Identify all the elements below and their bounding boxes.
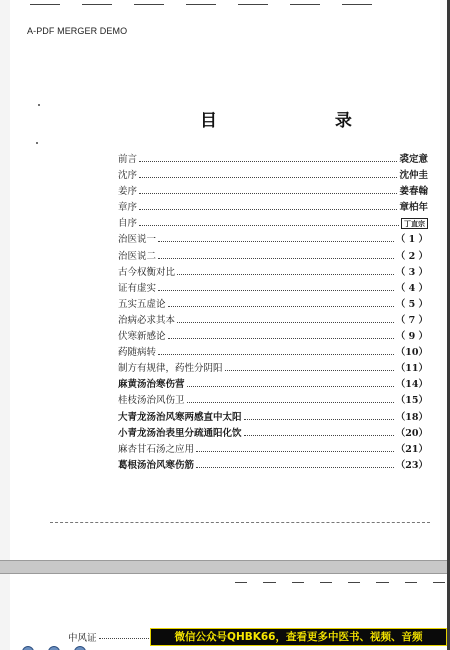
toc-entry[interactable] [118,313,428,329]
toc-heading: 目 录 [200,111,408,131]
toc-entry-title: 小青龙汤治表里分疏通阳化饮 [118,427,242,439]
toc-leader [139,177,397,178]
toc-leader [158,354,394,355]
toc-entry-title: 麻杏甘石汤之应用 [118,443,195,455]
toc-entry-page: 裘定意 [399,154,428,165]
toc-entry[interactable] [118,458,428,474]
toc-entry-page: （18） [395,411,428,423]
toc-leader [139,193,397,194]
toc-entry-title: 证有虚实 [118,282,157,294]
toc-leader [139,225,399,226]
toc-entry-page: （23） [395,459,428,471]
toc-leader [187,402,394,403]
toc-entry-title: 治医说一 [118,234,157,246]
toc-entry-title: 章序 [118,202,138,214]
taskbar-icon[interactable] [22,646,34,650]
toc-entry[interactable] [118,200,428,216]
toc-entry-title: 麻黄汤治寒伤营 [118,379,185,391]
toc-entry-page: （ 5 ） [395,298,428,310]
toc-entry[interactable] [118,410,428,426]
toc-entry[interactable] [118,426,428,442]
toc-entry-page: （ 2 ） [395,250,428,262]
toc-leader [244,419,394,420]
toc-entry[interactable] [118,329,428,345]
toc-entry-page: （ 7 ） [395,314,428,326]
toc-leader [187,386,394,387]
toc-leader [177,322,394,323]
toc-leader [244,435,394,436]
scan-speck [38,104,40,106]
toc-entry-page: （ 3 ） [395,266,428,278]
toc-entry-title: 姜序 [118,186,138,198]
pdf-page-contents [10,0,447,560]
toc-entry-page: （10） [395,347,428,359]
toc-entry-page: 姜春翰 [399,186,428,198]
toc-entry[interactable] [118,152,428,168]
toc-leader [158,258,394,259]
toc-entry[interactable] [118,361,428,377]
toc-leader [158,241,394,242]
toc-entry-page: （20） [395,427,428,439]
toc-entry[interactable] [118,249,428,265]
promo-banner[interactable]: 微信公众号QHBK66，查看更多中医书、视频、音频 [150,628,447,646]
toc-entry-page: 章柏年 [399,202,428,214]
scan-speck [36,142,38,144]
toc-leader [196,467,394,468]
scan-edge-marks [235,582,445,584]
taskbar-icon[interactable] [74,646,86,650]
toc-entry-title: 治病必求其本 [118,314,176,326]
taskbar-icons-strip [22,646,442,650]
toc-list [118,152,428,474]
toc-entry-title: 桂枝汤治风伤卫 [118,395,185,407]
toc-entry-title: 古今权衡对比 [118,266,176,278]
toc-leader [139,209,397,210]
toc-leader [158,290,394,291]
toc-entry[interactable] [118,232,428,248]
taskbar-icon[interactable] [48,646,60,650]
toc-entry-page: （ 4 ） [395,282,428,294]
toc-entry-title: 伏寒新感论 [118,331,166,343]
toc-entry-title: 中风证 [68,633,97,644]
toc-leader [177,274,394,275]
toc-entry[interactable] [118,442,428,458]
page-bottom-rule [50,522,430,523]
toc-entry-title: 前言 [118,154,138,165]
toc-entry-page: （11） [395,363,428,375]
toc-entry[interactable] [118,265,428,281]
toc-entry-page: （14） [395,379,428,391]
toc-leader [139,161,397,162]
toc-entry-title: 治医说二 [118,250,157,262]
toc-entry[interactable] [118,168,428,184]
toc-entry-title: 自序 [118,218,138,230]
toc-leader [168,338,394,339]
toc-entry[interactable] [118,216,428,232]
toc-entry-title: 沈序 [118,170,138,182]
toc-entry-page: （21） [395,443,428,455]
toc-entry-title: 葛根汤治风寒伤筋 [118,459,195,471]
toc-entry[interactable] [118,377,428,393]
toc-entry-page: 丁直宗 [401,218,428,229]
toc-entry[interactable] [118,297,428,313]
toc-entry[interactable] [118,393,428,409]
toc-entry-title: 制方有规律，药性分阴阳 [118,363,223,375]
toc-entry-page: 沈仲圭 [399,170,428,182]
toc-entry-title: 药随病转 [118,347,157,359]
toc-entry-page: （ 1 ） [395,234,428,246]
toc-entry[interactable] [118,184,428,200]
demo-watermark: A-PDF MERGER DEMO [27,26,128,36]
toc-leader [225,370,394,371]
toc-entry[interactable] [118,281,428,297]
page-separator [0,560,447,574]
toc-entry-page: （ 9 ） [395,331,428,343]
toc-leader [196,451,394,452]
scan-edge-marks [30,4,410,6]
toc-entry-title: 五实五虚论 [118,298,166,310]
toc-entry[interactable] [118,345,428,361]
toc-entry-page: （15） [395,395,428,407]
toc-entry-title: 大青龙汤治风寒两感直中太阳 [118,411,242,423]
toc-leader [168,306,394,307]
